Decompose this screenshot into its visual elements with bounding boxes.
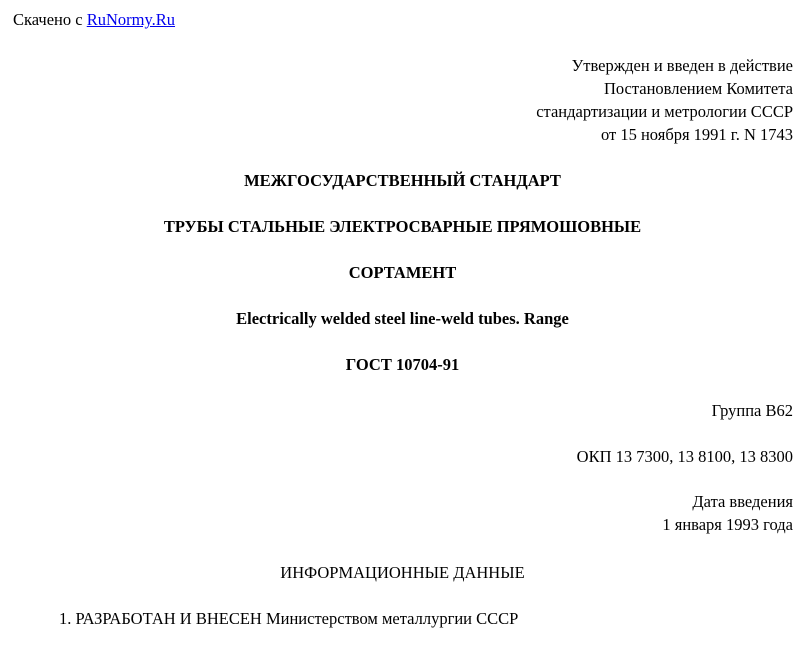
info-item-1: 1. РАЗРАБОТАН И ВНЕСЕН Министерством металлургии СССР: [59, 609, 519, 628]
runormy-link[interactable]: RuNormy.Ru: [86, 10, 176, 29]
date-value: 1 января 1993 года: [662, 515, 793, 534]
okp-codes: ОКП 13 7300, 13 8100, 13 8300: [576, 447, 793, 466]
date-label: Дата введения: [692, 492, 793, 511]
approval-block: [536, 54, 793, 146]
approval-line: Постановлением Комитета: [603, 79, 793, 98]
approval-line: Утвержден и введен в действие: [571, 56, 793, 75]
approval-line: стандартизации и метрологии СССР: [536, 102, 793, 121]
standard-code: ГОСТ 10704-91: [345, 355, 460, 374]
source-prefix: Скачено с: [13, 10, 83, 29]
standard-type: МЕЖГОСУДАРСТВЕННЫЙ СТАНДАРТ: [244, 171, 561, 190]
document-title: ТРУБЫ СТАЛЬНЫЕ ЭЛЕКТРОСВАРНЫЕ ПРЯМОШОВНЫЕ: [163, 217, 642, 236]
info-heading: ИНФОРМАЦИОННЫЕ ДАННЫЕ: [280, 563, 525, 582]
document-title-english: Electrically welded steel line-weld tubes. Range: [236, 309, 569, 328]
group-code: Группа В62: [711, 401, 793, 420]
source-line: [13, 8, 175, 31]
introduction-date: [662, 490, 793, 536]
approval-line: от 15 ноября 1991 г. N 1743: [600, 125, 793, 144]
document-subtitle: СОРТАМЕНТ: [348, 263, 457, 282]
